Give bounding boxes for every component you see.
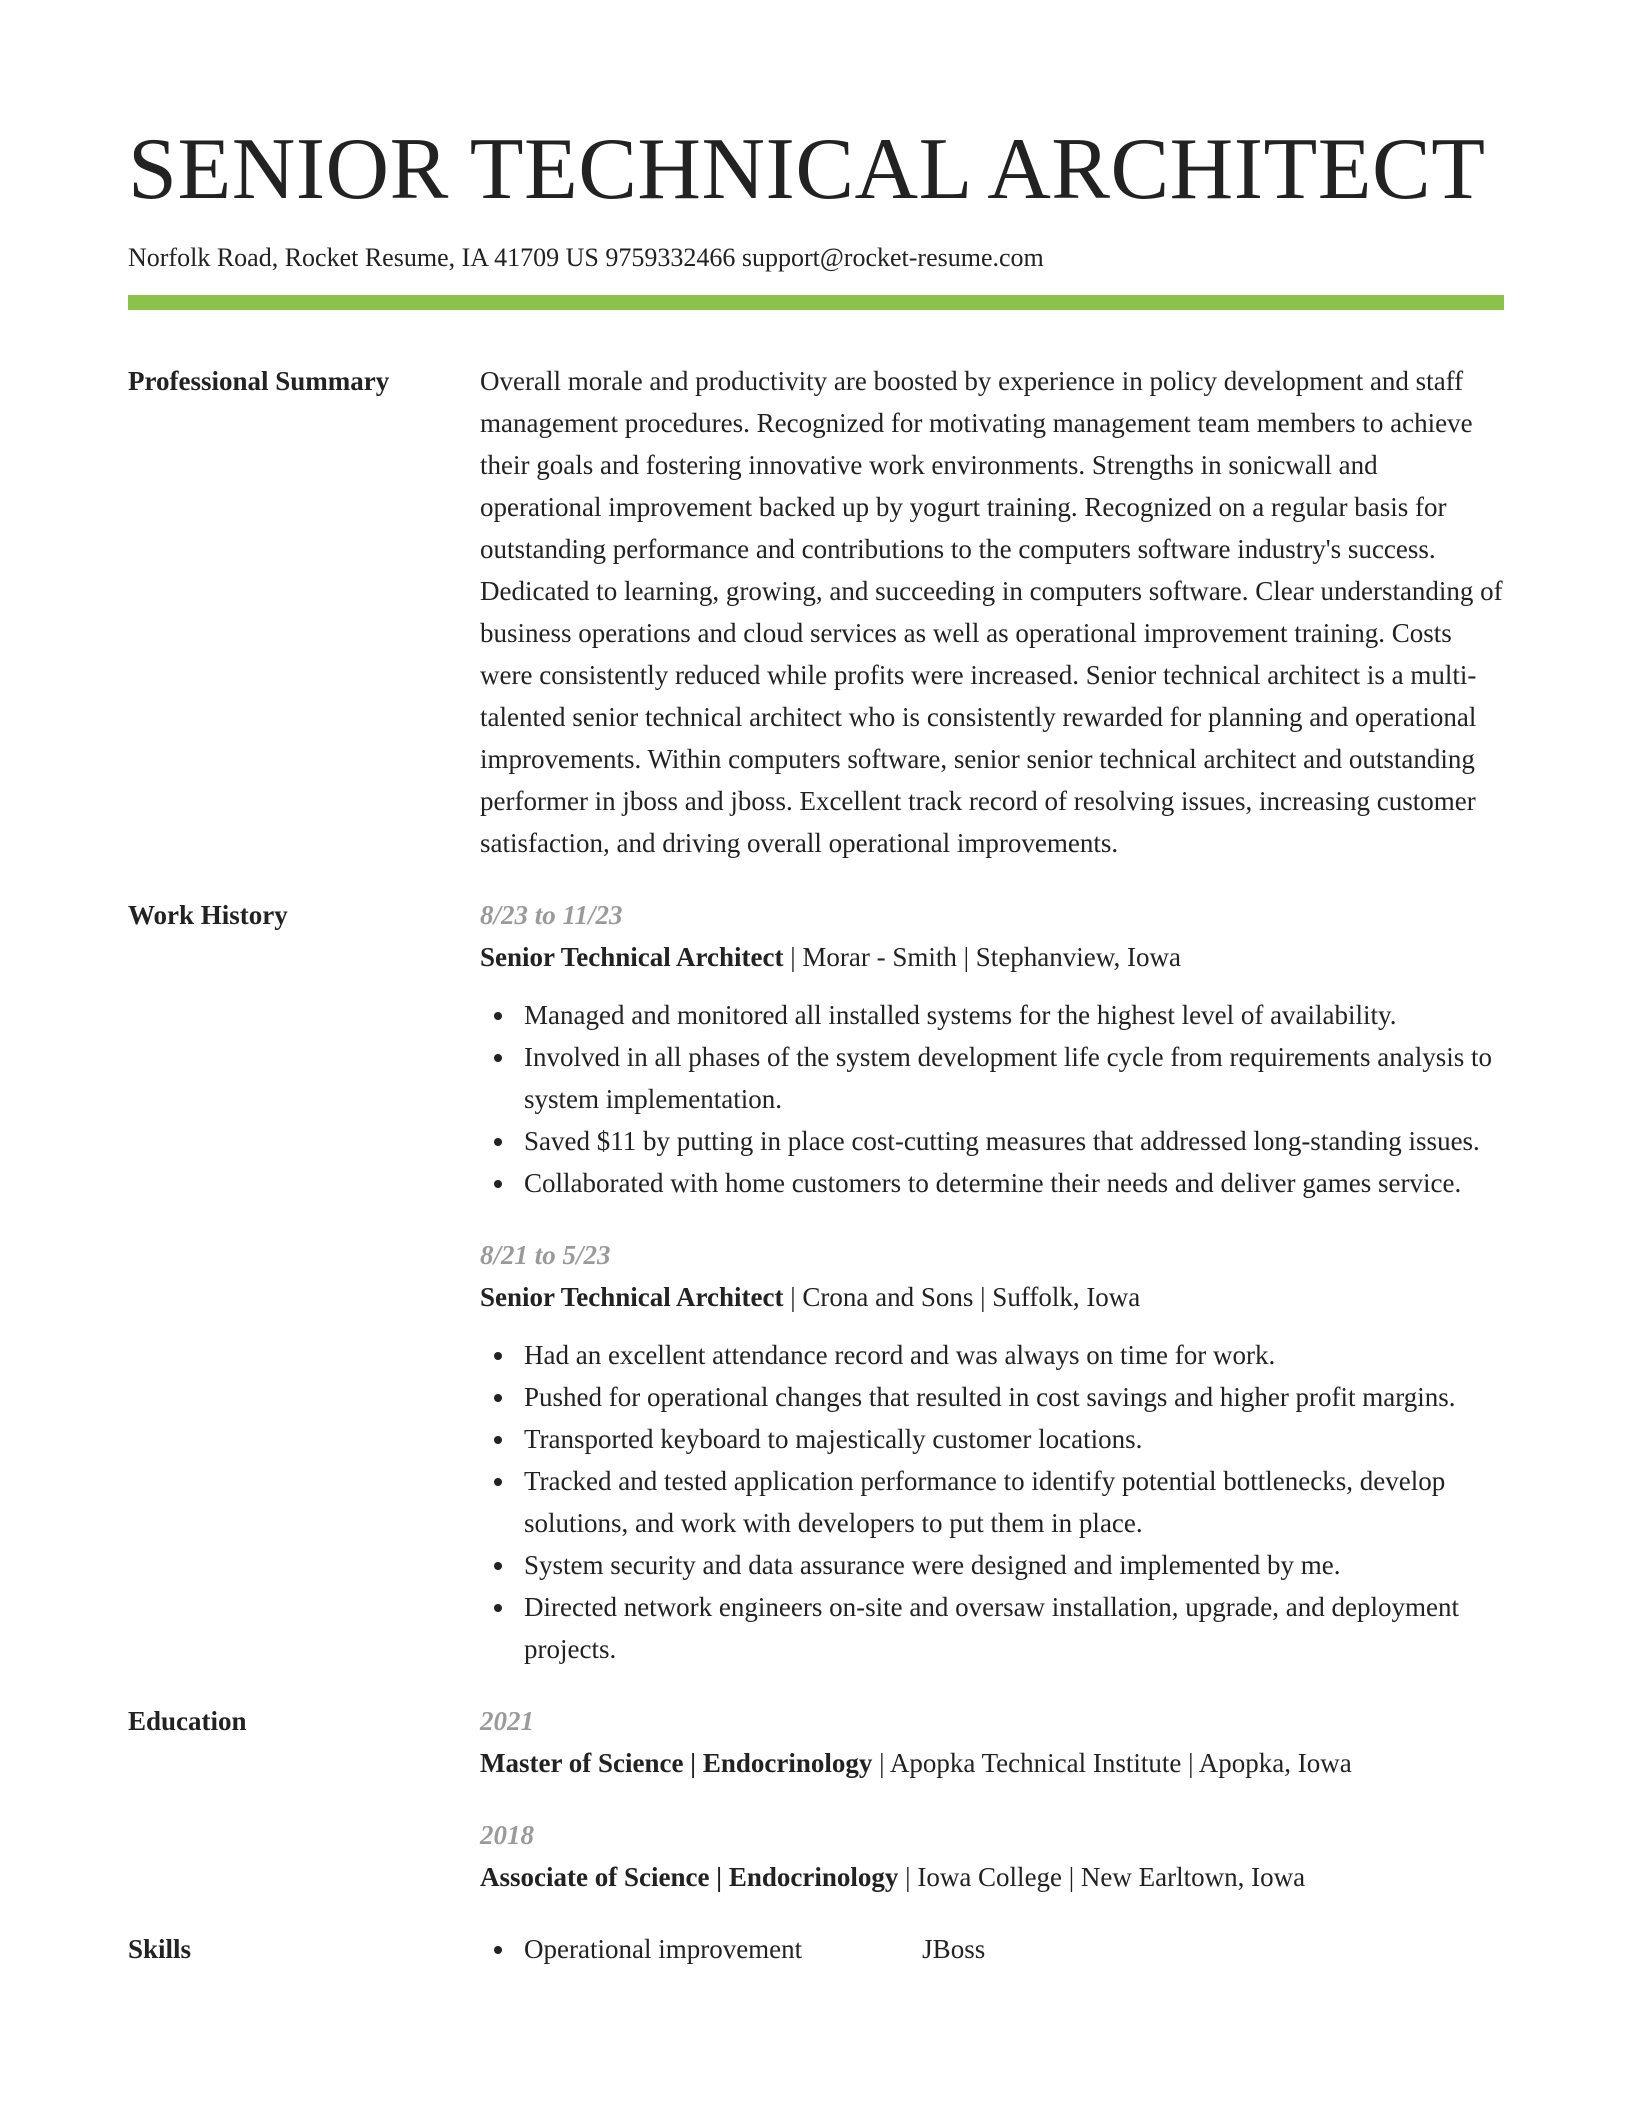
- accent-divider: [128, 295, 1504, 310]
- list-item: Had an excellent attendance record and was always on time for work.: [480, 1334, 1504, 1376]
- job-dates: 8/23 to 11/23: [480, 900, 623, 931]
- degree-name: Master of Science | Endocrinology: [480, 1748, 873, 1779]
- section-label-summary: Professional Summary: [128, 366, 390, 397]
- list-item: Pushed for operational changes that resulted in cost savings and higher profit margins.: [480, 1376, 1504, 1418]
- degree-entry: [480, 1814, 1504, 1898]
- job-entry: [480, 894, 1504, 1204]
- list-item: Involved in all phases of the system development life cycle from requirements analysis to system implementation.: [480, 1036, 1504, 1120]
- education-body: [480, 1700, 1504, 1898]
- education-section: [128, 1700, 1504, 1898]
- degree-school-location: | Apopka Technical Institute | Apopka, Iowa: [872, 1748, 1352, 1779]
- degree-year: 2018: [480, 1820, 534, 1851]
- skills-section: [128, 1928, 1504, 1970]
- section-label-skills: Skills: [128, 1934, 192, 1965]
- resume-title: SENIOR TECHNICAL ARCHITECT: [128, 121, 1486, 218]
- contact-line: Norfolk Road, Rocket Resume, IA 41709 US 9759332466 support@rocket-resume.com: [128, 243, 1044, 272]
- skills-body: [480, 1928, 1504, 1970]
- work-history-section: [128, 894, 1504, 1670]
- job-title-line: [480, 1276, 1504, 1318]
- job-entry: [480, 1234, 1504, 1670]
- list-item: Directed network engineers on-site and oversaw installation, upgrade, and deployment projects.: [480, 1586, 1504, 1670]
- degree-school-location: | Iowa College | New Earltown, Iowa: [898, 1862, 1306, 1893]
- degree-entry: [480, 1700, 1504, 1784]
- skill-item: JBoss: [922, 1934, 986, 1965]
- work-history-body: [480, 894, 1504, 1670]
- degree-line: [480, 1856, 1504, 1898]
- job-role: Senior Technical Architect: [480, 1282, 784, 1313]
- list-item: Saved $11 by putting in place cost-cutting measures that addressed long-standing issues.: [480, 1120, 1504, 1162]
- job-dates: 8/21 to 5/23: [480, 1240, 611, 1271]
- degree-line: [480, 1742, 1504, 1784]
- list-item: [480, 1928, 1504, 1970]
- list-item: Transported keyboard to majestically customer locations.: [480, 1418, 1504, 1460]
- job-bullet-list: [480, 994, 1504, 1204]
- degree-name: Associate of Science | Endocrinology: [480, 1862, 899, 1893]
- section-label-education: Education: [128, 1706, 247, 1737]
- degree-year: 2021: [480, 1706, 534, 1737]
- section-label-work-history: Work History: [128, 900, 288, 931]
- summary-text: Overall morale and productivity are boosted by experience in policy development and staff management procedures. Recognized for motivating management team members to achieve their goals and fostering innovative work environments. Strengths in sonicwall and operational improvement backed up by yogurt training. Recognized on a regular basis for outstanding performance and contributions to the computers software industry's success. Dedicated to learning, growing, and succeeding in computers software. Clear understanding of business operations and cloud services as well as operational improvement training. Costs were consistently reduced while profits were increased. Senior technical architect is a multi-talented senior technical architect who is consistently rewarded for planning and operational improvements. Within computers software, senior senior technical architect and outstanding performer in jboss and jboss. Excellent track record of resolving issues, increasing customer satisfaction, and driving overall operational improvements.: [480, 366, 1503, 859]
- job-employer-location: | Crona and Sons | Suffolk, Iowa: [783, 1282, 1141, 1313]
- list-item: Collaborated with home customers to determine their needs and deliver games service.: [480, 1162, 1504, 1204]
- job-title-line: [480, 936, 1504, 978]
- list-item: Managed and monitored all installed systems for the highest level of availability.: [480, 994, 1504, 1036]
- summary-section: [128, 360, 1504, 864]
- list-item: System security and data assurance were designed and implemented by me.: [480, 1544, 1504, 1586]
- skills-list: [480, 1928, 1504, 1970]
- skill-item: Operational improvement: [524, 1934, 803, 1965]
- job-role: Senior Technical Architect: [480, 942, 784, 973]
- job-employer-location: | Morar - Smith | Stephanview, Iowa: [783, 942, 1181, 973]
- job-bullet-list: [480, 1334, 1504, 1670]
- list-item: Tracked and tested application performance to identify potential bottlenecks, develop solutions, and work with developers to put them in place.: [480, 1460, 1504, 1544]
